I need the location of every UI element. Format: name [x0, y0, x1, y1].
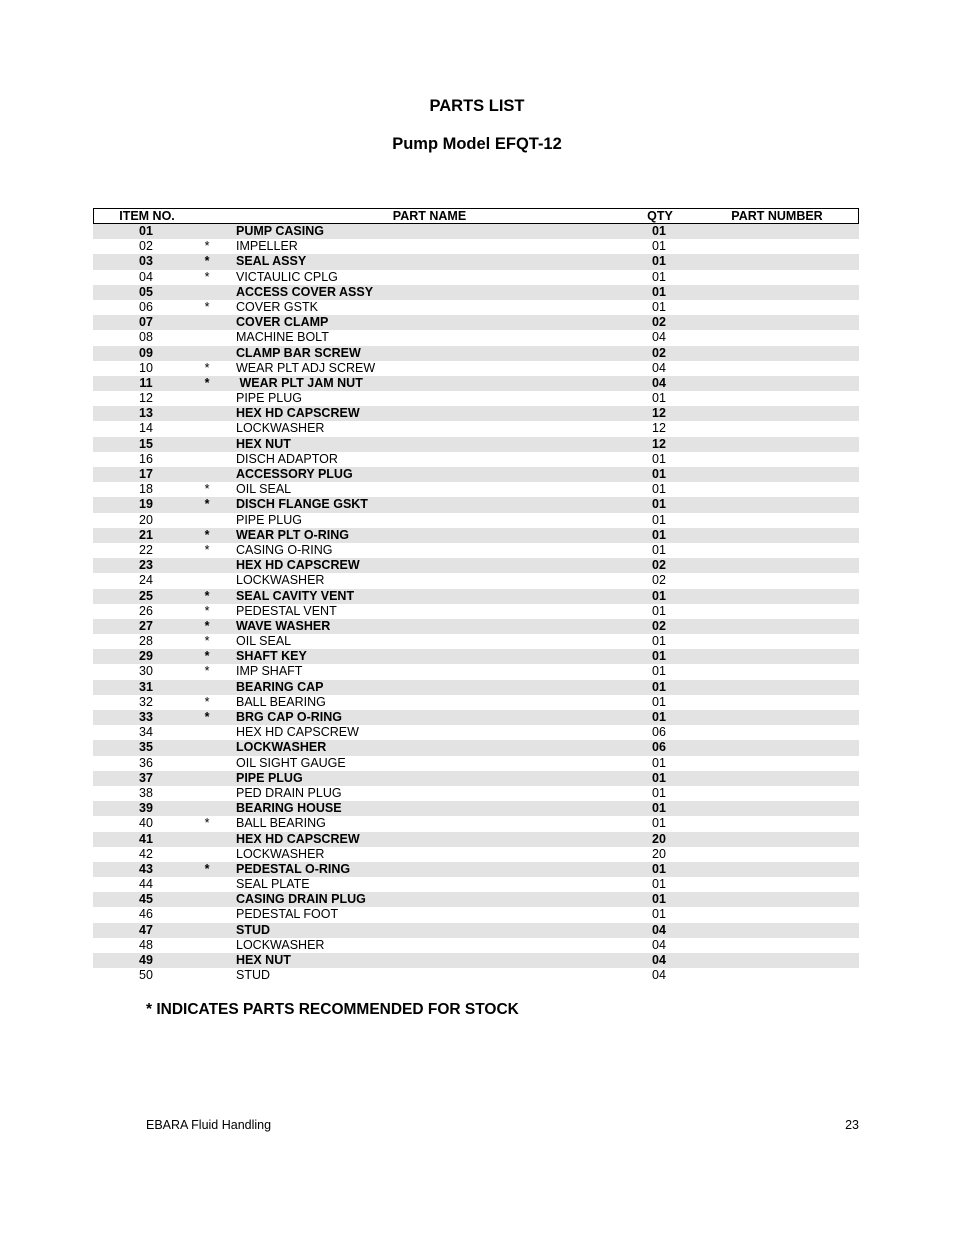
item-no-cell: 32: [139, 694, 153, 709]
qty-cell: 01: [652, 467, 666, 481]
part-name-cell: WAVE WASHER: [236, 618, 331, 633]
table-row: [93, 771, 859, 786]
stock-note: * INDICATES PARTS RECOMMENDED FOR STOCK: [146, 1001, 519, 1018]
qty-cell: 04: [652, 375, 666, 390]
qty-cell: 01: [652, 877, 666, 892]
part-name-cell: BEARING CAP: [236, 679, 324, 694]
table-row: [93, 968, 859, 983]
item-no-cell: 23: [139, 558, 153, 573]
part-name-cell: DISCH ADAPTOR: [236, 451, 338, 466]
qty-cell: 06: [652, 725, 666, 740]
table-row: [93, 285, 859, 300]
item-no-cell: 36: [139, 755, 153, 770]
part-name-cell: ACCESS COVER ASSY: [236, 284, 374, 299]
part-name-cell: HEX NUT: [236, 953, 291, 967]
item-no-cell: 33: [139, 710, 153, 724]
stock-marker-cell: *: [204, 861, 210, 876]
item-no-cell: 45: [139, 892, 153, 907]
stock-marker-cell: *: [204, 497, 210, 512]
part-name-cell: PUMP CASING: [236, 224, 324, 238]
part-name-cell: SEAL PLATE: [236, 877, 310, 892]
table-row: [93, 558, 859, 573]
qty-cell: 01: [652, 861, 666, 876]
item-no-cell: 30: [139, 664, 153, 679]
item-no-cell: 22: [139, 542, 153, 557]
table-row: [93, 664, 859, 679]
qty-cell: 01: [652, 224, 666, 238]
stock-marker-cell: *: [204, 694, 210, 709]
item-no-cell: 31: [139, 679, 153, 694]
table-row: [93, 740, 859, 755]
part-name-cell: OIL SEAL: [236, 482, 292, 497]
qty-cell: 01: [652, 892, 666, 907]
stock-marker-cell: *: [204, 603, 210, 618]
qty-cell: 02: [652, 573, 666, 588]
item-no-cell: 10: [139, 360, 153, 375]
part-name-cell: BALL BEARING: [236, 694, 326, 709]
table-row: [93, 361, 859, 376]
table-row: [93, 725, 859, 740]
parts-table: [93, 208, 859, 983]
part-name-cell: LOCKWASHER: [236, 573, 325, 588]
item-no-cell: 08: [139, 330, 153, 345]
part-name-cell: WEAR PLT ADJ SCREW: [236, 360, 376, 375]
table-row: [93, 649, 859, 664]
table-row: [93, 680, 859, 695]
qty-cell: 01: [652, 512, 666, 527]
item-no-cell: 13: [139, 406, 153, 421]
item-no-cell: 50: [139, 968, 153, 983]
part-name-cell: PED DRAIN PLUG: [236, 785, 342, 800]
stock-marker-cell: *: [204, 360, 210, 375]
table-row: [93, 376, 859, 391]
table-row: [93, 497, 859, 512]
part-name-cell: SEAL ASSY: [236, 254, 307, 269]
stock-marker-cell: *: [204, 649, 210, 664]
part-name-cell: PEDESTAL VENT: [236, 603, 337, 618]
table-row: [93, 695, 859, 710]
part-name-cell: COVER GSTK: [236, 299, 318, 314]
table-row: [93, 391, 859, 406]
stock-marker-cell: *: [204, 816, 210, 831]
qty-cell: 12: [652, 406, 666, 421]
stock-marker-cell: *: [204, 239, 210, 254]
item-no-cell: 27: [139, 618, 153, 633]
stock-marker-cell: *: [204, 542, 210, 557]
part-name-cell: BEARING HOUSE: [236, 801, 342, 816]
item-no-cell: 46: [139, 907, 153, 922]
stock-marker-cell: *: [204, 269, 210, 284]
part-name-cell: PIPE PLUG: [236, 391, 302, 406]
part-name-cell: IMPELLER: [236, 239, 298, 254]
stock-marker-cell: *: [204, 375, 210, 390]
qty-cell: 01: [652, 755, 666, 770]
item-no-cell: 14: [139, 421, 153, 436]
item-no-cell: 42: [139, 846, 153, 861]
qty-cell: 04: [652, 360, 666, 375]
table-row: [93, 513, 859, 528]
table-row: [93, 862, 859, 877]
qty-cell: 01: [652, 542, 666, 557]
item-no-cell: 17: [139, 467, 153, 481]
stock-marker-cell: *: [204, 618, 210, 633]
qty-cell: 01: [652, 482, 666, 497]
part-name-cell: WEAR PLT JAM NUT: [236, 375, 363, 390]
qty-cell: 01: [652, 254, 666, 269]
item-no-cell: 19: [139, 497, 153, 512]
part-name-cell: BALL BEARING: [236, 816, 326, 831]
table-row: [93, 619, 859, 634]
header-part-number: PART NUMBER: [731, 209, 823, 223]
table-row: [93, 604, 859, 619]
table-row: [93, 300, 859, 315]
table-row: [93, 330, 859, 345]
qty-cell: 01: [652, 284, 666, 299]
page-title: PARTS LIST: [429, 97, 525, 115]
item-no-cell: 25: [139, 588, 153, 603]
qty-cell: 01: [652, 497, 666, 512]
header-item-no: ITEM NO.: [119, 209, 175, 223]
qty-cell: 06: [652, 740, 666, 755]
item-no-cell: 07: [139, 315, 153, 330]
table-row: [93, 877, 859, 892]
item-no-cell: 41: [139, 831, 153, 846]
stock-marker-cell: *: [204, 482, 210, 497]
item-no-cell: 35: [139, 740, 153, 755]
table-row: [93, 589, 859, 604]
item-no-cell: 09: [139, 345, 153, 360]
qty-cell: 02: [652, 345, 666, 360]
item-no-cell: 44: [139, 877, 153, 892]
table-row: [93, 634, 859, 649]
item-no-cell: 18: [139, 482, 153, 497]
part-name-cell: LOCKWASHER: [236, 740, 327, 755]
item-no-cell: 03: [139, 254, 153, 269]
table-row: [93, 406, 859, 421]
part-name-cell: HEX HD CAPSCREW: [236, 831, 360, 846]
part-name-cell: ACCESSORY PLUG: [236, 467, 353, 481]
item-no-cell: 47: [139, 922, 153, 937]
qty-cell: 04: [652, 968, 666, 983]
table-header: [93, 208, 859, 224]
part-name-cell: COVER CLAMP: [236, 315, 329, 330]
qty-cell: 01: [652, 816, 666, 831]
table-body: [93, 224, 859, 983]
qty-cell: 02: [652, 558, 666, 573]
table-row: [93, 710, 859, 725]
table-row: [93, 923, 859, 938]
stock-marker-cell: *: [204, 254, 210, 269]
item-no-cell: 02: [139, 239, 153, 254]
table-row: [93, 832, 859, 847]
table-row: [93, 938, 859, 953]
qty-cell: 01: [652, 770, 666, 785]
part-name-cell: SHAFT KEY: [236, 649, 307, 664]
qty-cell: 01: [652, 664, 666, 679]
qty-cell: 01: [652, 527, 666, 542]
qty-cell: 04: [652, 937, 666, 952]
qty-cell: 01: [652, 239, 666, 254]
item-no-cell: 24: [139, 573, 153, 588]
part-name-cell: LOCKWASHER: [236, 846, 325, 861]
qty-cell: 01: [652, 391, 666, 406]
table-row: [93, 346, 859, 361]
part-name-cell: IMP SHAFT: [236, 664, 303, 679]
item-no-cell: 12: [139, 391, 153, 406]
qty-cell: 01: [652, 299, 666, 314]
item-no-cell: 40: [139, 816, 153, 831]
table-row: [93, 315, 859, 330]
table-row: [93, 756, 859, 771]
part-name-cell: PEDESTAL O-RING: [236, 861, 351, 876]
table-row: [93, 801, 859, 816]
item-no-cell: 05: [139, 284, 153, 299]
part-name-cell: SEAL CAVITY VENT: [236, 588, 355, 603]
part-name-cell: LOCKWASHER: [236, 937, 325, 952]
qty-cell: 01: [652, 634, 666, 649]
qty-cell: 01: [652, 679, 666, 694]
part-name-cell: DISCH FLANGE GSKT: [236, 497, 368, 512]
part-name-cell: CASING O-RING: [236, 542, 333, 557]
item-no-cell: 16: [139, 451, 153, 466]
table-row: [93, 482, 859, 497]
item-no-cell: 34: [139, 725, 153, 740]
item-no-cell: 38: [139, 785, 153, 800]
table-row: [93, 528, 859, 543]
qty-cell: 01: [652, 603, 666, 618]
qty-cell: 01: [652, 649, 666, 664]
qty-cell: 20: [652, 846, 666, 861]
table-row: [93, 543, 859, 558]
part-name-cell: PIPE PLUG: [236, 770, 303, 785]
qty-cell: 04: [652, 922, 666, 937]
qty-cell: 01: [652, 269, 666, 284]
stock-marker-cell: *: [204, 527, 210, 542]
qty-cell: 01: [652, 785, 666, 800]
table-row: [93, 452, 859, 467]
part-name-cell: HEX HD CAPSCREW: [236, 406, 360, 421]
table-row: [93, 892, 859, 907]
qty-cell: 12: [652, 436, 666, 451]
table-row: [93, 421, 859, 436]
part-name-cell: MACHINE BOLT: [236, 330, 329, 345]
part-name-cell: PIPE PLUG: [236, 512, 302, 527]
stock-marker-cell: *: [204, 664, 210, 679]
item-no-cell: 20: [139, 512, 153, 527]
part-name-cell: CLAMP BAR SCREW: [236, 345, 361, 360]
item-no-cell: 28: [139, 634, 153, 649]
stock-marker-cell: *: [204, 634, 210, 649]
item-no-cell: 21: [139, 527, 153, 542]
qty-cell: 12: [652, 421, 666, 436]
item-no-cell: 49: [139, 953, 153, 967]
qty-cell: 01: [652, 801, 666, 816]
part-name-cell: BRG CAP O-RING: [236, 710, 343, 724]
item-no-cell: 39: [139, 801, 153, 816]
footer-company: EBARA Fluid Handling: [146, 1118, 272, 1132]
table-row: [93, 953, 859, 968]
part-name-cell: PEDESTAL FOOT: [236, 907, 339, 922]
part-name-cell: CASING DRAIN PLUG: [236, 892, 366, 907]
item-no-cell: 29: [139, 649, 153, 664]
part-name-cell: HEX HD CAPSCREW: [236, 558, 360, 573]
table-row: [93, 270, 859, 285]
qty-cell: 01: [652, 710, 666, 724]
header-part-name: PART NAME: [392, 209, 467, 223]
qty-cell: 04: [652, 953, 666, 967]
part-name-cell: WEAR PLT O-RING: [236, 527, 349, 542]
stock-marker-cell: *: [204, 588, 210, 603]
qty-cell: 04: [652, 330, 666, 345]
footer-page-number: 23: [845, 1118, 859, 1132]
header-qty: QTY: [647, 209, 673, 223]
item-no-cell: 04: [139, 269, 153, 284]
qty-cell: 01: [652, 694, 666, 709]
table-row: [93, 467, 859, 482]
qty-cell: 01: [652, 907, 666, 922]
part-name-cell: STUD: [236, 922, 271, 937]
qty-cell: 01: [652, 588, 666, 603]
table-row: [93, 224, 859, 239]
page-subtitle: Pump Model EFQT-12: [392, 135, 562, 153]
table-row: [93, 907, 859, 922]
part-name-cell: STUD: [236, 968, 271, 983]
part-name-cell: LOCKWASHER: [236, 421, 325, 436]
stock-marker-cell: *: [204, 710, 210, 724]
item-no-cell: 37: [139, 770, 153, 785]
part-name-cell: HEX HD CAPSCREW: [236, 725, 359, 740]
table-row: [93, 437, 859, 452]
part-name-cell: HEX NUT: [236, 436, 291, 451]
part-name-cell: OIL SIGHT GAUGE: [236, 755, 346, 770]
table-row: [93, 239, 859, 254]
table-row: [93, 847, 859, 862]
stock-marker-cell: *: [204, 299, 210, 314]
item-no-cell: 11: [139, 375, 153, 390]
part-name-cell: OIL SEAL: [236, 634, 292, 649]
part-name-cell: VICTAULIC CPLG: [236, 269, 338, 284]
table-row: [93, 573, 859, 588]
item-no-cell: 15: [139, 436, 153, 451]
item-no-cell: 43: [139, 861, 153, 876]
qty-cell: 02: [652, 618, 666, 633]
table-row: [93, 254, 859, 269]
item-no-cell: 26: [139, 603, 153, 618]
table-row: [93, 816, 859, 831]
item-no-cell: 48: [139, 937, 153, 952]
qty-cell: 01: [652, 451, 666, 466]
item-no-cell: 01: [139, 224, 153, 238]
qty-cell: 20: [652, 831, 666, 846]
qty-cell: 02: [652, 315, 666, 330]
item-no-cell: 06: [139, 299, 153, 314]
table-row: [93, 786, 859, 801]
